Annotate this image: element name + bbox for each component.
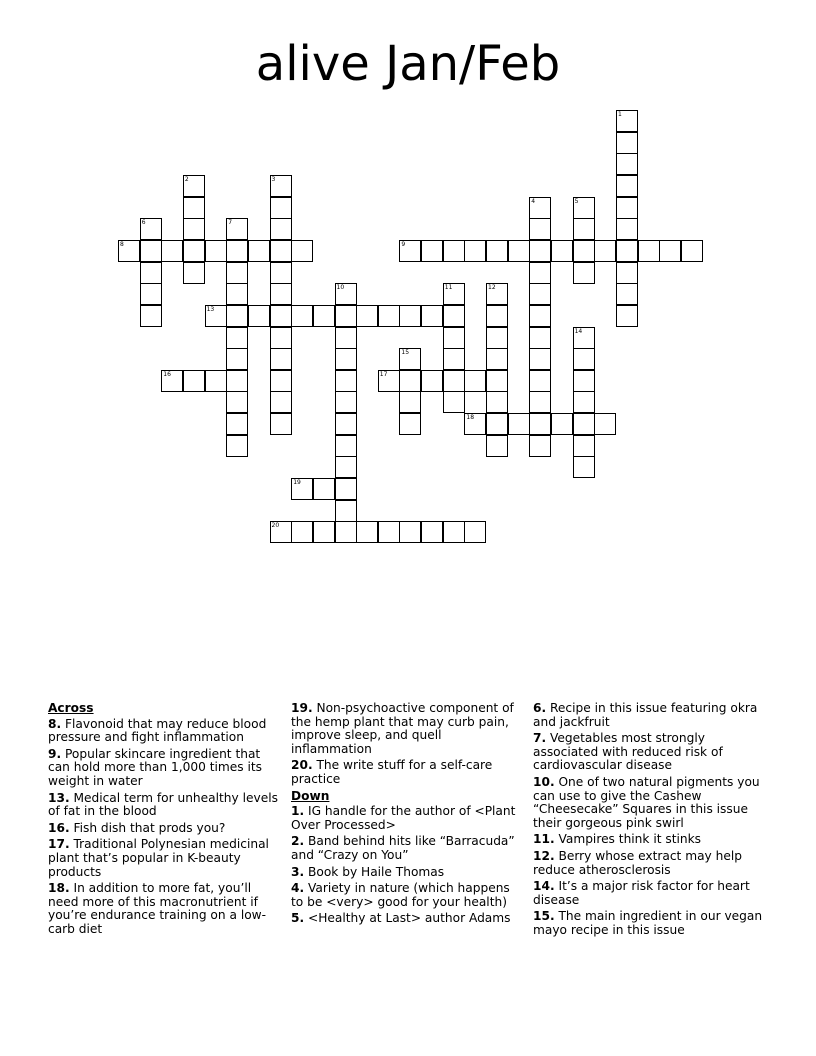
grid-cell[interactable]	[270, 197, 292, 219]
cell-number: 5	[574, 197, 579, 205]
grid-cell[interactable]	[270, 305, 292, 327]
grid-cell[interactable]	[573, 348, 595, 370]
grid-cell[interactable]	[616, 262, 638, 284]
grid-cell[interactable]	[140, 283, 162, 305]
grid-cell[interactable]	[399, 348, 421, 370]
grid-cell[interactable]	[226, 327, 248, 349]
grid-cell[interactable]	[270, 283, 292, 305]
cell-number: 1	[618, 111, 622, 118]
grid-cell[interactable]	[335, 456, 357, 478]
grid-cell[interactable]	[313, 521, 335, 543]
grid-cell[interactable]	[529, 348, 551, 370]
grid-cell[interactable]	[486, 391, 508, 413]
grid-cell[interactable]	[486, 327, 508, 349]
clue-down-10: 10. One of two natural pigments you can use to give the Cashew “Cheesecake” Squares in this issue their gorgeous pink swirl	[533, 774, 760, 830]
grid-cell[interactable]	[638, 240, 660, 262]
grid-cell[interactable]	[616, 153, 638, 175]
grid-cell[interactable]	[594, 413, 616, 435]
grid-cell[interactable]	[529, 327, 551, 349]
grid-cell[interactable]	[226, 435, 248, 457]
grid-cell[interactable]	[226, 370, 248, 392]
clue-across-8: 8. Flavonoid that may reduce blood pressure and fight inflammation	[48, 716, 267, 745]
grid-cell[interactable]	[270, 262, 292, 284]
grid-cell[interactable]	[270, 521, 292, 543]
cell-number: 19	[293, 479, 301, 486]
grid-cell[interactable]	[573, 262, 595, 284]
cell-number: 10	[336, 284, 345, 292]
grid-cell[interactable]	[378, 370, 400, 392]
across-heading: Across	[48, 701, 94, 715]
grid-cell[interactable]	[205, 370, 227, 392]
grid-cell[interactable]	[313, 478, 335, 500]
grid-cell[interactable]	[335, 435, 357, 457]
grid-cell[interactable]	[508, 240, 530, 262]
grid-cell[interactable]	[573, 240, 595, 262]
clue-down-2: 2. Band behind hits like “Barracuda” and “Crazy on You”	[291, 834, 515, 862]
grid-cell[interactable]	[270, 413, 292, 435]
cell-number: 17	[379, 370, 388, 378]
grid-cell[interactable]	[205, 305, 227, 327]
grid-cell[interactable]	[270, 391, 292, 413]
grid-cell[interactable]	[270, 370, 292, 392]
grid-cell[interactable]	[226, 305, 248, 327]
grid-cell[interactable]	[464, 521, 486, 543]
clues-column-2	[291, 702, 521, 929]
grid-cell[interactable]	[226, 218, 248, 240]
clue-across-13: 13. Medical term for unhealthy levels of fat in the blood	[48, 790, 278, 819]
grid-cell[interactable]	[443, 521, 465, 543]
grid-cell[interactable]	[291, 521, 313, 543]
grid-cell[interactable]	[335, 521, 357, 543]
grid-cell[interactable]	[573, 197, 595, 219]
grid-cell[interactable]	[335, 283, 357, 305]
cell-number: 18	[466, 414, 475, 422]
grid-cell[interactable]	[486, 370, 508, 392]
grid-cell[interactable]	[291, 240, 313, 262]
grid-cell[interactable]	[594, 240, 616, 262]
clue-across-19: 19. Non-psychoactive component of the hemp plant that may curb pain, improve sleep, and quell inflammation	[291, 701, 514, 756]
cell-number: 20	[271, 522, 280, 530]
clue-across-17: 17. Traditional Polynesian medicinal plant that’s popular in K-beauty products	[48, 837, 269, 879]
grid-cell[interactable]	[399, 413, 421, 435]
grid-cell[interactable]	[270, 175, 292, 197]
grid-cell[interactable]	[205, 240, 227, 262]
cell-number: 6	[141, 219, 146, 227]
grid-cell[interactable]	[486, 305, 508, 327]
grid-cell[interactable]	[464, 370, 486, 392]
grid-cell[interactable]	[421, 521, 443, 543]
grid-cell[interactable]	[335, 500, 357, 522]
grid-cell[interactable]	[226, 262, 248, 284]
grid-cell[interactable]	[356, 521, 378, 543]
cell-number: 11	[444, 284, 453, 292]
clue-down-15: 15. The main ingredient in our vegan mayo recipe in this issue	[533, 909, 763, 937]
grid-cell[interactable]	[464, 240, 486, 262]
grid-cell[interactable]	[443, 391, 465, 413]
cell-number: 8	[120, 240, 124, 248]
clue-down-5: 5. <Healthy at Last> author Adams	[291, 911, 511, 926]
grid-cell[interactable]	[659, 240, 681, 262]
clue-across-16: 16. Fish dish that prods you?	[48, 820, 226, 835]
grid-cell[interactable]	[313, 305, 335, 327]
clue-across-18: 18. In addition to more fat, you’ll need more of this macronutrient if you’re endurance training on a low-carb diet	[48, 881, 267, 936]
grid-cell[interactable]	[226, 391, 248, 413]
grid-cell[interactable]	[161, 240, 183, 262]
grid-cell[interactable]	[616, 240, 638, 262]
grid-cell[interactable]	[248, 240, 270, 262]
grid-cell[interactable]	[443, 240, 465, 262]
puzzle-title: alive Jan/Feb	[255, 36, 561, 92]
clue-down-7: 7. Vegetables most strongly associated with reduced risk of cardiovascular disease	[533, 731, 723, 773]
grid-cell[interactable]	[529, 283, 551, 305]
grid-cell[interactable]	[616, 305, 638, 327]
grid-cell[interactable]	[421, 370, 443, 392]
clue-down-4: 4. Variety in nature (which happens to be <very> good for your health)	[291, 881, 510, 909]
grid-cell[interactable]	[443, 370, 465, 392]
grid-cell[interactable]	[573, 456, 595, 478]
grid-cell[interactable]	[616, 283, 638, 305]
grid-cell[interactable]	[378, 305, 400, 327]
grid-cell[interactable]	[140, 305, 162, 327]
clue-down-11: 11. Vampires think it stinks	[533, 832, 702, 847]
grid-cell[interactable]	[616, 197, 638, 219]
cell-number: 12	[488, 284, 496, 292]
grid-cell[interactable]	[118, 240, 140, 262]
grid-cell[interactable]	[226, 240, 248, 262]
clue-across-9: 9. Popular skincare ingredient that can hold more than 1,000 times its weight in water	[48, 746, 262, 788]
grid-cell[interactable]	[551, 413, 573, 435]
grid-cell[interactable]	[335, 327, 357, 349]
grid-cell[interactable]	[399, 240, 421, 262]
grid-cell[interactable]	[573, 327, 595, 349]
grid-cell[interactable]	[529, 370, 551, 392]
grid-cell[interactable]	[378, 521, 400, 543]
grid-cell[interactable]	[140, 218, 162, 240]
grid-cell[interactable]	[248, 305, 270, 327]
cell-number: 16	[163, 370, 171, 378]
grid-cell[interactable]	[464, 413, 486, 435]
grid-cell[interactable]	[183, 262, 205, 284]
grid-cell[interactable]	[529, 197, 551, 219]
grid-cell[interactable]	[486, 435, 508, 457]
grid-cell[interactable]	[226, 283, 248, 305]
grid-cell[interactable]	[616, 175, 638, 197]
grid-cell[interactable]	[529, 218, 551, 240]
grid-cell[interactable]	[335, 391, 357, 413]
grid-cell[interactable]	[529, 262, 551, 284]
clues-column-3	[533, 702, 768, 941]
grid-cell[interactable]	[335, 478, 357, 500]
grid-cell[interactable]	[226, 413, 248, 435]
grid-cell[interactable]	[140, 262, 162, 284]
grid-cell[interactable]	[573, 435, 595, 457]
grid-cell[interactable]	[399, 391, 421, 413]
grid-cell[interactable]	[399, 521, 421, 543]
cell-number: 7	[228, 219, 233, 227]
grid-cell[interactable]	[140, 240, 162, 262]
grid-cell[interactable]	[443, 327, 465, 349]
grid-cell[interactable]	[573, 370, 595, 392]
grid-cell[interactable]	[616, 218, 638, 240]
clue-down-12: 12. Berry whose extract may help reduce atherosclerosis	[533, 848, 742, 877]
grid-cell[interactable]	[421, 240, 443, 262]
grid-cell[interactable]	[183, 197, 205, 219]
grid-cell[interactable]	[529, 435, 551, 457]
cell-number: 2	[184, 175, 189, 183]
grid-cell[interactable]	[183, 218, 205, 240]
grid-cell[interactable]	[486, 283, 508, 305]
grid-cell[interactable]	[226, 348, 248, 370]
cell-number: 9	[401, 240, 406, 248]
clue-down-6: 6. Recipe in this issue featuring okra and jackfruit	[533, 701, 758, 729]
grid-cell[interactable]	[270, 348, 292, 370]
grid-cell[interactable]	[486, 240, 508, 262]
grid-cell[interactable]	[443, 283, 465, 305]
cell-number: 15	[401, 349, 410, 357]
grid-cell[interactable]	[335, 348, 357, 370]
grid-cell[interactable]	[270, 240, 292, 262]
grid-cell[interactable]	[573, 391, 595, 413]
grid-cell[interactable]	[161, 370, 183, 392]
grid-cell[interactable]	[551, 240, 573, 262]
cell-number: 3	[271, 175, 276, 183]
grid-cell[interactable]	[183, 175, 205, 197]
grid-cell[interactable]	[529, 240, 551, 262]
grid-cell[interactable]	[335, 370, 357, 392]
clue-down-14: 14. It’s a major risk factor for heart disease	[533, 879, 750, 907]
grid-cell[interactable]	[573, 413, 595, 435]
grid-cell[interactable]	[529, 391, 551, 413]
grid-cell[interactable]	[573, 218, 595, 240]
grid-cell[interactable]	[335, 305, 357, 327]
grid-cell[interactable]	[529, 305, 551, 327]
grid-cell[interactable]	[529, 413, 551, 435]
grid-cell[interactable]	[421, 305, 443, 327]
grid-cell[interactable]	[291, 478, 313, 500]
grid-cell[interactable]	[443, 305, 465, 327]
grid-cell[interactable]	[399, 305, 421, 327]
clue-across-20: 20. The write stuff for a self-care practice	[291, 758, 493, 786]
cell-number: 4	[531, 197, 536, 205]
clue-down-3: 3. Book by Haile Thomas	[291, 864, 445, 879]
grid-cell[interactable]	[616, 132, 638, 154]
cell-number: 13	[206, 305, 215, 313]
grid-cell[interactable]	[183, 370, 205, 392]
grid-cell[interactable]	[616, 110, 638, 132]
grid-cell[interactable]	[356, 305, 378, 327]
grid-cell[interactable]	[291, 305, 313, 327]
grid-cell[interactable]	[335, 413, 357, 435]
clue-down-1: 1. IG handle for the author of <Plant Over Processed>	[291, 804, 516, 832]
clues-column-1	[48, 702, 278, 940]
grid-cell[interactable]	[486, 413, 508, 435]
down-heading: Down	[291, 788, 330, 803]
grid-cell[interactable]	[270, 218, 292, 240]
grid-cell[interactable]	[443, 348, 465, 370]
grid-cell[interactable]	[270, 327, 292, 349]
grid-cell[interactable]	[681, 240, 703, 262]
cell-number: 14	[574, 327, 583, 335]
grid-cell[interactable]	[183, 240, 205, 262]
grid-cell[interactable]	[399, 370, 421, 392]
grid-cell[interactable]	[508, 413, 530, 435]
grid-cell[interactable]	[486, 348, 508, 370]
